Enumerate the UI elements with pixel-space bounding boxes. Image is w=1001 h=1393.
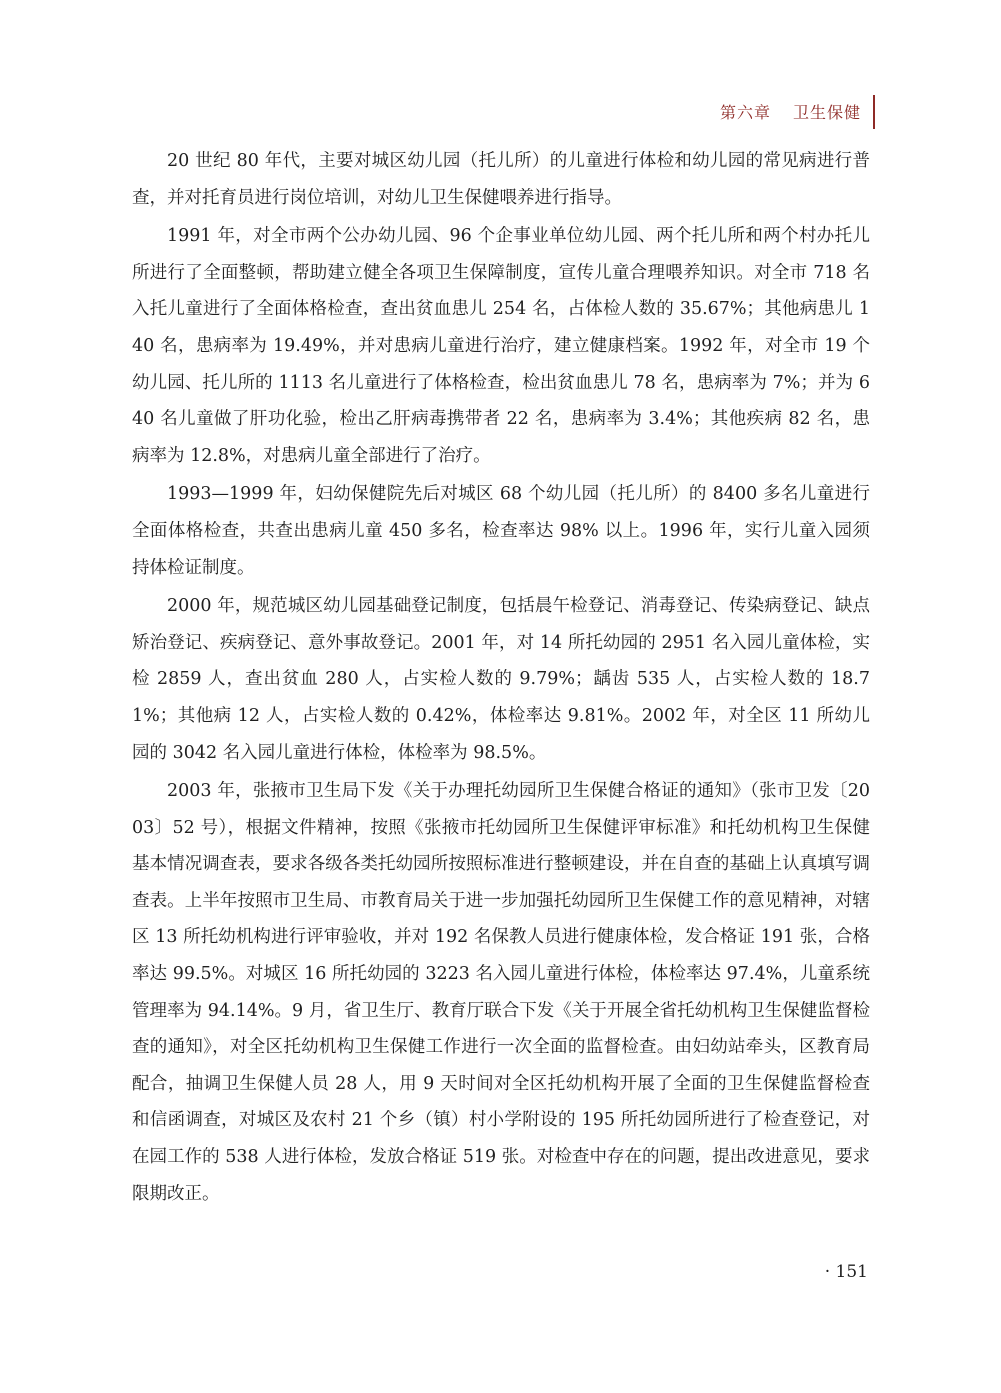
paragraph-2: 1991 年，对全市两个公办幼儿园、96 个企事业单位幼儿园、两个托儿所和两个村办托儿所进行了全面整顿，帮助建立健全各项卫生保障制度，宣传儿童合理喂养知识。对全市 718 名入托儿童进行了全面体格检查，查出贫血患儿 254 名，占体检人数的 35.67%；其他病患儿 140 名，患病率为 19.49%，并对患病儿童进行治疗，建立健康档案。1992 年，对全市 19 个幼儿园、托儿所的 1113 名儿童进行了体格检查，检出贫血患儿 78 名，患病率为 7%；并为 640 名儿童做了肝功化验，检出乙肝病毒携带者 22 名，患病率为 3.4%；其他疾病 82 名，患病率为 12.8%，对患病儿童全部进行了治疗。	[132, 226, 870, 466]
header-divider	[873, 95, 875, 129]
paragraph-5: 2003 年，张掖市卫生局下发《关于办理托幼园所卫生保健合格证的通知》（张市卫发〔2003〕52 号），根据文件精神，按照《张掖市托幼园所卫生保健评审标准》和托幼机构卫生保健基本情况调查表，要求各级各类托幼园所按照标准进行整顿建设，并在自查的基础上认真填写调查表。上半年按照市卫生局、市教育局关于进一步加强托幼园所卫生保健工作的意见精神，对辖区 13 所托幼机构进行评审验收，并对 192 名保教人员进行健康体检，发合格证 191 张，合格率达 99.5%。对城区 16 所托幼园的 3223 名入园儿童进行体检，体检率达 97.4%，儿童系统管理率为 94.14%。9 月，省卫生厅、教育厅联合下发《关于开展全省托幼机构卫生保健监督检查的通知》，对全区托幼机构卫生保健工作进行一次全面的监督检查。由妇幼站牵头，区教育局配合，抽调卫生保健人员 28 人，用 9 天时间对全区托幼机构开展了全面的卫生保健监督检查和信函调查，对城区及农村 21 个乡（镇）村小学附设的 195 所托幼园所进行了检查登记，对在园工作的 538 人进行体检，发放合格证 519 张。对检查中存在的问题，提出改进意见，要求限期改正。	[132, 781, 870, 1204]
paragraph-1: 20 世纪 80 年代，主要对城区幼儿园（托儿所）的儿童进行体检和幼儿园的常见病进行普查，并对托育员进行岗位培训，对幼儿卫生保健喂养进行指导。	[132, 151, 870, 208]
running-header	[720, 100, 861, 123]
body-text	[132, 143, 870, 1214]
paragraph-3: 1993—1999 年，妇幼保健院先后对城区 68 个幼儿园（托儿所）的 8400 多名儿童进行全面体格检查，共查出患病儿童 450 多名，检查率达 98% 以上。1996 年，实行儿童入园须持体检证制度。	[132, 484, 870, 578]
section-label: 卫生保健	[792, 103, 861, 122]
paragraph-4: 2000 年，规范城区幼儿园基础登记制度，包括晨午检登记、消毒登记、传染病登记、缺点矫治登记、疾病登记、意外事故登记。2001 年，对 14 所托幼园的 2951 名入园儿童体检，实检 2859 人，查出贫血 280 人，占实检人数的 9.79%；龋齿 535 人，占实检人数的 18.71%；其他病 12 人，占实检人数的 0.42%，体检率达 9.81%。2002 年，对全区 11 所幼儿园的 3042 名入园儿童进行体检，体检率为 98.5%。	[132, 596, 870, 763]
page-number: · 151	[824, 1262, 868, 1282]
chapter-label: 第六章	[719, 103, 771, 122]
